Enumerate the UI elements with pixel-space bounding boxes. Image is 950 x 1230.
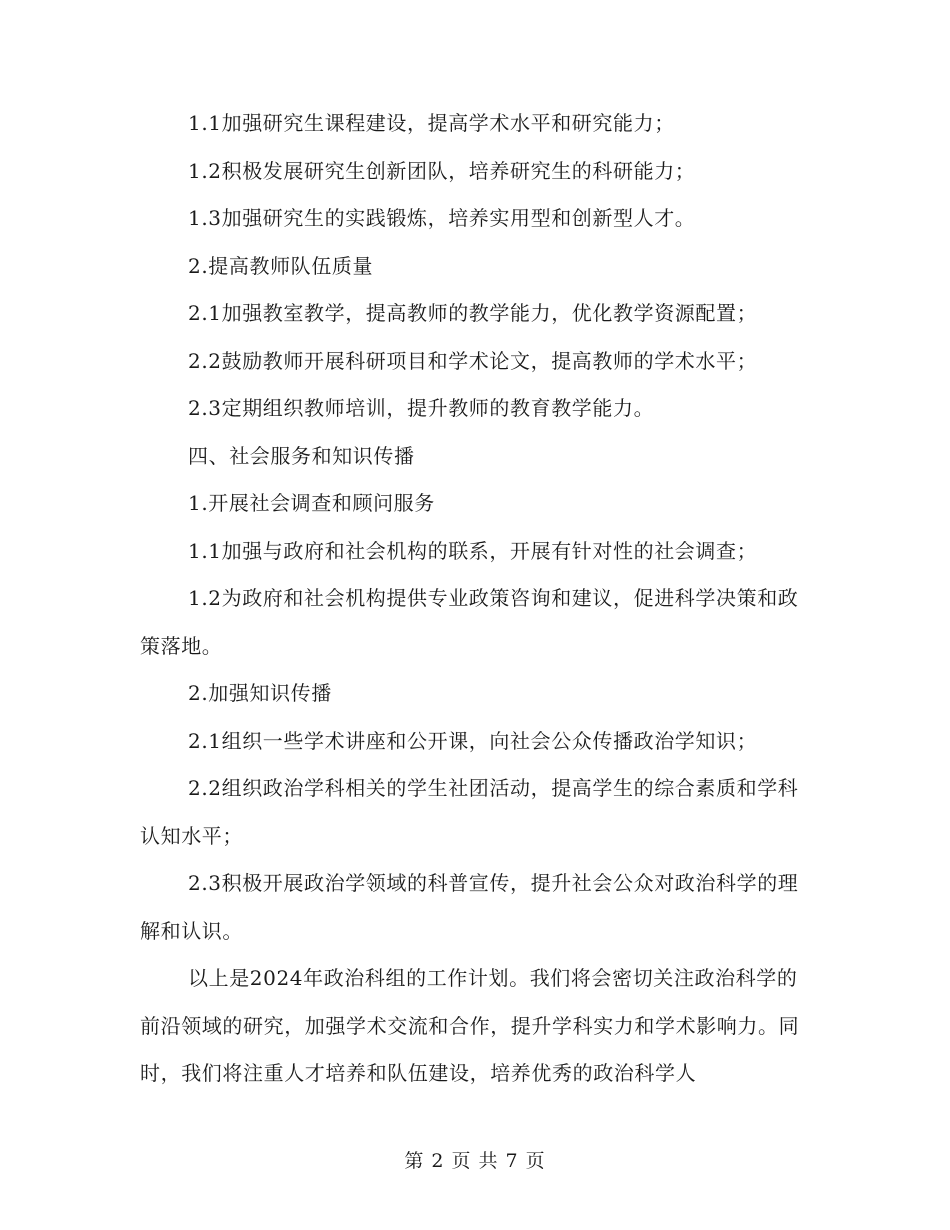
paragraph-knowledge-2-3: 2.3积极开展政治学领域的科普宣传，提升社会公众对政治科学的理解和认识。 — [140, 871, 799, 943]
paragraph-knowledge-2-1: 2.1组织一些学术讲座和公开课，向社会公众传播政治学知识； — [188, 728, 758, 753]
paragraph-1-2: 1.2积极发展研究生创新团队，培养研究生的科研能力； — [188, 158, 696, 183]
paragraph-survey-1-1: 1.1加强与政府和社会机构的联系，开展有针对性的社会调查； — [188, 538, 758, 563]
document-body — [140, 100, 810, 1098]
paragraph-1-3: 1.3加强研究生的实践锻炼，培养实用型和创新型人才。 — [188, 206, 696, 230]
paragraph-knowledge-2-2: 2.2组织政治学科相关的学生社团活动，提高学生的综合素质和学科认知水平； — [140, 776, 799, 848]
paragraph-2-1: 2.1加强教室教学，提高教师的教学能力，优化教学资源配置； — [188, 301, 758, 325]
heading-teacher-quality: 2.提高教师队伍质量 — [188, 253, 374, 278]
section-heading-social-service: 四、社会服务和知识传播 — [188, 443, 415, 468]
paragraph-1-1: 1.1加强研究生课程建设，提高学术水平和研究能力； — [188, 111, 675, 135]
paragraph-2-2: 2.2鼓励教师开展科研项目和学术论文，提高教师的学术水平； — [188, 348, 758, 373]
paragraph-2-3: 2.3定期组织教师培训，提升教师的教育教学能力。 — [188, 396, 655, 420]
paragraph-survey-1-2: 1.2为政府和社会机构提供专业政策咨询和建议，促进科学决策和政策落地。 — [140, 586, 799, 658]
heading-knowledge-dissemination: 2.加强知识传播 — [188, 681, 332, 705]
heading-social-survey: 1.开展社会调查和顾问服务 — [188, 491, 435, 515]
page-number-footer: 第 2 页 共 7 页 — [404, 1150, 546, 1172]
paragraph-conclusion: 以上是2024年政治科组的工作计划。我们将会密切关注政治科学的前沿领域的研究，加强学术交流和合作，提升学科实力和学术影响力。同时，我们将注重人才培养和队伍建设，培养优秀的政治科学人 — [140, 966, 800, 1085]
